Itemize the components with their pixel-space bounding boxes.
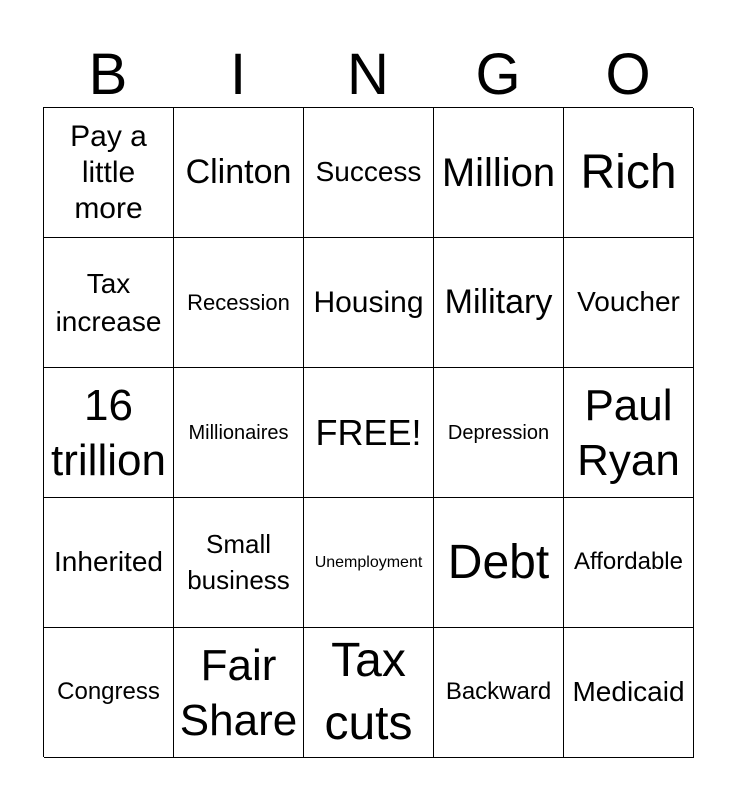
cell-text: Paul Ryan [577,380,680,485]
cell-text: FREE! [315,411,422,453]
bingo-header [43,42,693,108]
header-letter-o: O [605,42,651,107]
cell-text: Rich [580,145,677,199]
cell-text: Success [315,156,422,188]
cell-text: Small business [187,529,290,595]
cell-text: 16 trillion [51,380,166,485]
bingo-cell-r2-c2[interactable] [174,238,304,368]
cell-text: Debt [447,535,550,589]
bingo-cell-r2-c3[interactable] [304,238,434,368]
cell-text: Medicaid [572,676,685,708]
cell-text: Housing [313,285,424,319]
bingo-cell-r4-c5[interactable] [564,498,694,628]
cell-text: Millionaires [188,421,289,444]
cell-text: Voucher [577,286,680,318]
bingo-cell-r1-c5[interactable] [564,108,694,238]
bingo-cell-r1-c2[interactable] [174,108,304,238]
bingo-card-grid [43,107,693,757]
bingo-cell-r3-c2[interactable] [174,368,304,498]
cell-text: Recession [187,289,290,315]
bingo-cell-r2-c4[interactable] [434,238,564,368]
cell-text: Tax increase [55,267,162,337]
bingo-cell-r5-c3[interactable] [304,628,434,758]
cell-text: Clinton [185,152,292,191]
cell-text: Unemployment [314,553,423,571]
bingo-cell-r2-c1[interactable] [44,238,174,368]
bingo-cell-free-space[interactable] [304,368,434,498]
bingo-cell-r5-c2[interactable] [174,628,304,758]
cell-text: Backward [445,678,552,706]
bingo-cell-r3-c4[interactable] [434,368,564,498]
bingo-cell-r5-c4[interactable] [434,628,564,758]
cell-text: Congress [57,678,160,706]
bingo-cell-r1-c4[interactable] [434,108,564,238]
header-letter-g: G [475,42,521,107]
cell-text: Tax cuts [324,634,413,750]
bingo-cell-r3-c5[interactable] [564,368,694,498]
cell-text: Inherited [54,546,163,578]
cell-text: Affordable [574,548,683,576]
header-letter-b: B [88,42,128,107]
header-letter-n: N [347,42,389,107]
bingo-cell-r4-c3[interactable] [304,498,434,628]
bingo-cell-r4-c2[interactable] [174,498,304,628]
bingo-cell-r3-c1[interactable] [44,368,174,498]
bingo-cell-r5-c1[interactable] [44,628,174,758]
header-letter-i: I [229,42,247,107]
cell-text: Million [441,150,556,195]
cell-text: Military [444,282,553,321]
bingo-cell-r4-c4[interactable] [434,498,564,628]
bingo-cell-r5-c5[interactable] [564,628,694,758]
cell-text: Fair Share [179,640,298,745]
cell-text: Pay a little more [70,119,147,225]
bingo-cell-r1-c3[interactable] [304,108,434,238]
bingo-cell-r4-c1[interactable] [44,498,174,628]
bingo-cell-r2-c5[interactable] [564,238,694,368]
bingo-cell-r1-c1[interactable] [44,108,174,238]
cell-text: Depression [447,421,550,444]
